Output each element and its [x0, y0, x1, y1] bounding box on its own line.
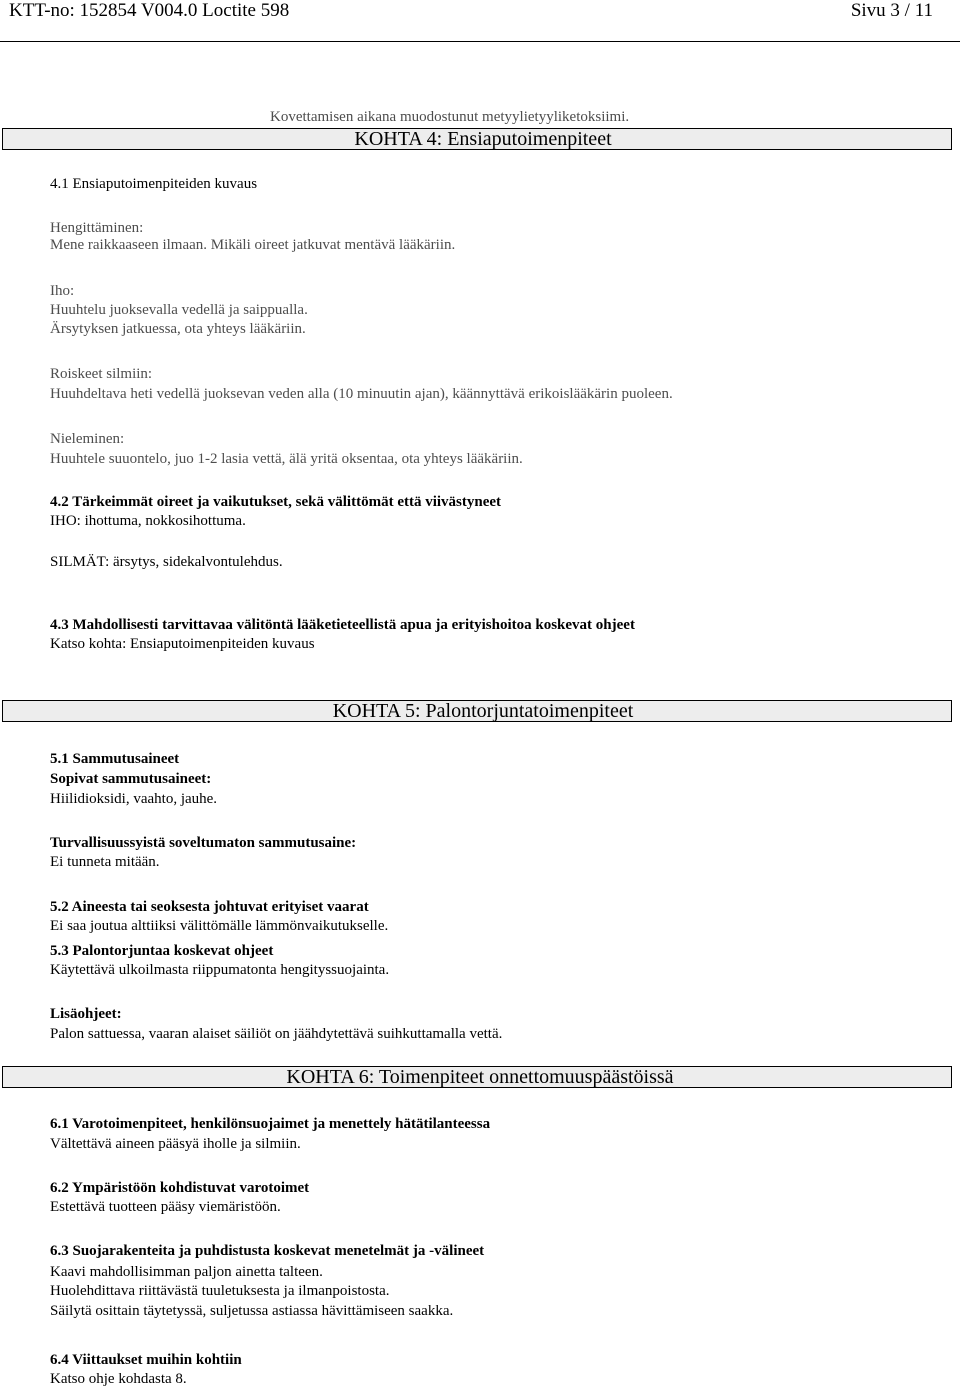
- s64-heading: 6.4 Viittaukset muihin kohtiin: [50, 1352, 242, 1368]
- additional-text: Palon sattuessa, vaaran alaiset säiliöt on jäähdytettävä suihkuttamalla vettä.: [50, 1026, 503, 1042]
- s43-heading: 4.3 Mahdollisesti tarvittavaa välitöntä lääketieteellistä apua ja erityishoitoa koskevat ohjeet: [50, 617, 635, 633]
- page-number: Sivu 3 / 11: [850, 0, 933, 21]
- s63-heading: 6.3 Suojarakenteita ja puhdistusta koskevat menetelmät ja -välineet: [50, 1243, 485, 1259]
- s63-text-1: Kaavi mahdollisimman paljon ainetta talteen.: [50, 1264, 323, 1280]
- additional-label: Lisäohjeet:: [50, 1006, 122, 1022]
- section-5-title-bar: [2, 700, 952, 722]
- s62-text: Estettävä tuotteen pääsy viemäristöön.: [50, 1199, 281, 1215]
- s64-text: Katso ohje kohdasta 8.: [50, 1371, 187, 1387]
- s52-text: Ei saa joutua alttiiksi välittömälle lämmönvaikutukselle.: [50, 918, 389, 934]
- inhalation-text: Mene raikkaaseen ilmaan. Mikäli oireet jatkuvat mentävä lääkäriin.: [50, 237, 456, 253]
- s51-heading: 5.1 Sammutusaineet: [50, 751, 180, 767]
- skin-text-1: Huuhtelu juoksevalla vedellä ja saippualla.: [50, 302, 308, 318]
- s42-heading: 4.2 Tärkeimmät oireet ja vaikutukset, sekä välittömät että viivästyneet: [50, 494, 502, 510]
- section-4-title-bar: [2, 128, 952, 150]
- s42-text-1: IHO: ihottuma, nokkosihottuma.: [50, 513, 246, 529]
- carryover-text: Kovettamisen aikana muodostunut metyylietyyliketoksiimi.: [270, 109, 630, 125]
- s41-heading: 4.1 Ensiaputoimenpiteiden kuvaus: [50, 176, 258, 192]
- s63-text-2: Huolehdittava riittävästä tuuletuksesta ja ilmanpoistosta.: [50, 1283, 390, 1299]
- section-6-title-bar: [2, 1066, 952, 1088]
- s53-heading: 5.3 Palontorjuntaa koskevat ohjeet: [50, 943, 274, 959]
- s53-text: Käytettävä ulkoilmasta riippumatonta hengityssuojainta.: [50, 962, 390, 978]
- suitable-text: Hiilidioksidi, vaahto, jauhe.: [50, 791, 218, 807]
- s61-heading: 6.1 Varotoimenpiteet, henkilönsuojaimet ja menettely hätätilanteessa: [50, 1116, 491, 1132]
- skin-label: Iho:: [50, 283, 75, 299]
- ingestion-label: Nieleminen:: [50, 431, 125, 447]
- ingestion-text: Huuhtele suuontelo, juo 1-2 lasia vettä, älä yritä oksentaa, ota yhteys lääkäriin.: [50, 451, 523, 467]
- s52-heading: 5.2 Aineesta tai seoksesta johtuvat erityiset vaarat: [50, 899, 369, 915]
- unsuitable-label: Turvallisuussyistä soveltumaton sammutusaine:: [50, 835, 357, 851]
- section-5-title: KOHTA 5: Palontorjuntatoimenpiteet: [332, 700, 634, 722]
- document-header-left: KTT-no: 152854 V004.0 Loctite 598: [9, 0, 290, 21]
- section-4-title: KOHTA 4: Ensiaputoimenpiteet: [354, 128, 612, 150]
- s42-text-2: SILMÄT: ärsytys, sidekalvontulehdus.: [50, 554, 283, 570]
- unsuitable-text: Ei tunneta mitään.: [50, 854, 160, 870]
- s63-text-3: Säilytä osittain täytetyssä, suljetussa astiassa hävittämiseen saakka.: [50, 1303, 454, 1319]
- eyes-text: Huuhdeltava heti vedellä juoksevan veden alla (10 minuutin ajan), käännyttävä erikoislääkärin puoleen.: [50, 386, 673, 402]
- s61-text: Vältettävä aineen pääsyä iholle ja silmiin.: [50, 1136, 301, 1152]
- s43-text: Katso kohta: Ensiaputoimenpiteiden kuvaus: [50, 636, 315, 652]
- skin-text-2: Ärsytyksen jatkuessa, ota yhteys lääkäriin.: [50, 321, 306, 337]
- section-6-title: KOHTA 6: Toimenpiteet onnettomuuspäästöissä: [286, 1066, 674, 1088]
- header-divider: [0, 41, 960, 42]
- inhalation-label: Hengittäminen:: [50, 220, 144, 236]
- suitable-label: Sopivat sammutusaineet:: [50, 771, 212, 787]
- eyes-label: Roiskeet silmiin:: [50, 366, 153, 382]
- s62-heading: 6.2 Ympäristöön kohdistuvat varotoimet: [50, 1180, 310, 1196]
